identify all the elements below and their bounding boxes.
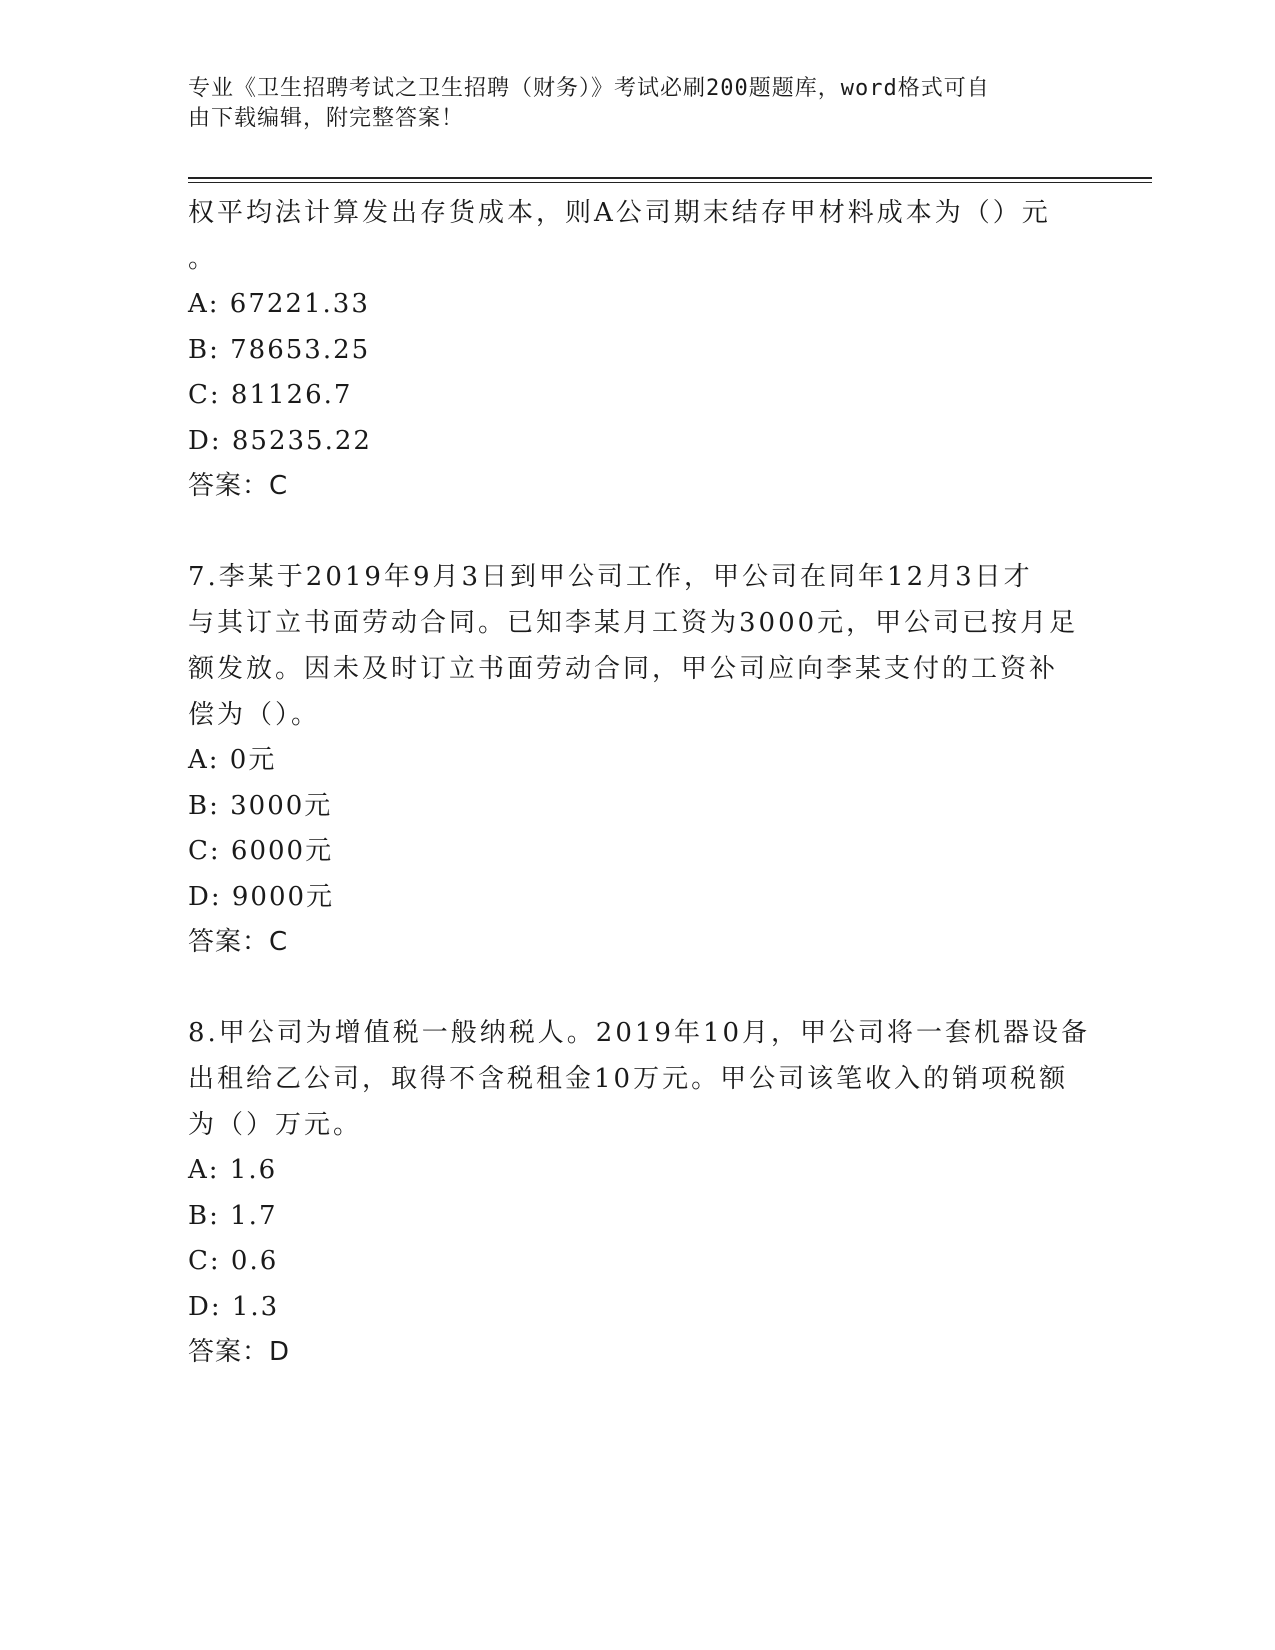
option-b: B: 1.7 — [188, 1200, 278, 1231]
spacer — [188, 509, 1088, 554]
question-text-line: 权平均法计算发出存货成本，则A公司期末结存甲材料成本为（）元 — [188, 198, 1051, 228]
question-text-line: 7.李某于2019年9月3日到甲公司工作，甲公司在同年12月3日才 — [188, 562, 1033, 592]
question-text-line: 8.甲公司为增值税一般纳税人。2019年10月，甲公司将一套机器设备 — [188, 1018, 1091, 1048]
option-a: A: 1.6 — [188, 1155, 278, 1185]
option-b: B: 78653.25 — [188, 334, 371, 365]
option-c: C: 0.6 — [188, 1246, 279, 1276]
question-text-line: 。 — [188, 244, 218, 274]
header-divider-thick — [188, 177, 1152, 179]
answer: 答案：D — [188, 1337, 291, 1367]
question-text-line: 额发放。因未及时订立书面劳动合同，甲公司应向李某支付的工资补 — [188, 654, 1059, 684]
option-d: D: 85235.22 — [188, 425, 372, 456]
question-text-line: 与其订立书面劳动合同。已知李某月工资为3000元，甲公司已按月足 — [188, 608, 1079, 638]
spacer — [188, 965, 1088, 1010]
option-d: D: 9000元 — [188, 881, 335, 912]
question-text-line: 偿为（）。 — [188, 700, 321, 730]
option-a: A: 67221.33 — [188, 289, 370, 319]
option-d: D: 1.3 — [188, 1291, 280, 1322]
option-b: B: 3000元 — [188, 790, 333, 821]
question-text-line: 为（）万元。 — [188, 1110, 363, 1140]
option-c: C: 81126.7 — [188, 380, 353, 410]
question-7 — [188, 554, 1088, 965]
document-body — [188, 190, 1091, 1375]
question-text-line: 出租给乙公司，取得不含税租金10万元。甲公司该笔收入的销项税额 — [188, 1064, 1069, 1094]
answer: 答案：C — [188, 927, 289, 957]
question-6 — [188, 190, 1088, 509]
option-c: C: 6000元 — [188, 836, 334, 866]
answer: 答案：C — [188, 471, 289, 501]
header-divider-thin — [188, 182, 1152, 183]
option-a: A: 0元 — [188, 745, 277, 775]
header-line-1: 专业《卫生招聘考试之卫生招聘（财务）》考试必刷200题题库，word格式可自 — [188, 76, 990, 101]
header-line-2: 由下载编辑，附完整答案！ — [188, 106, 465, 131]
question-8 — [188, 1010, 1091, 1375]
document-header — [188, 74, 1068, 134]
